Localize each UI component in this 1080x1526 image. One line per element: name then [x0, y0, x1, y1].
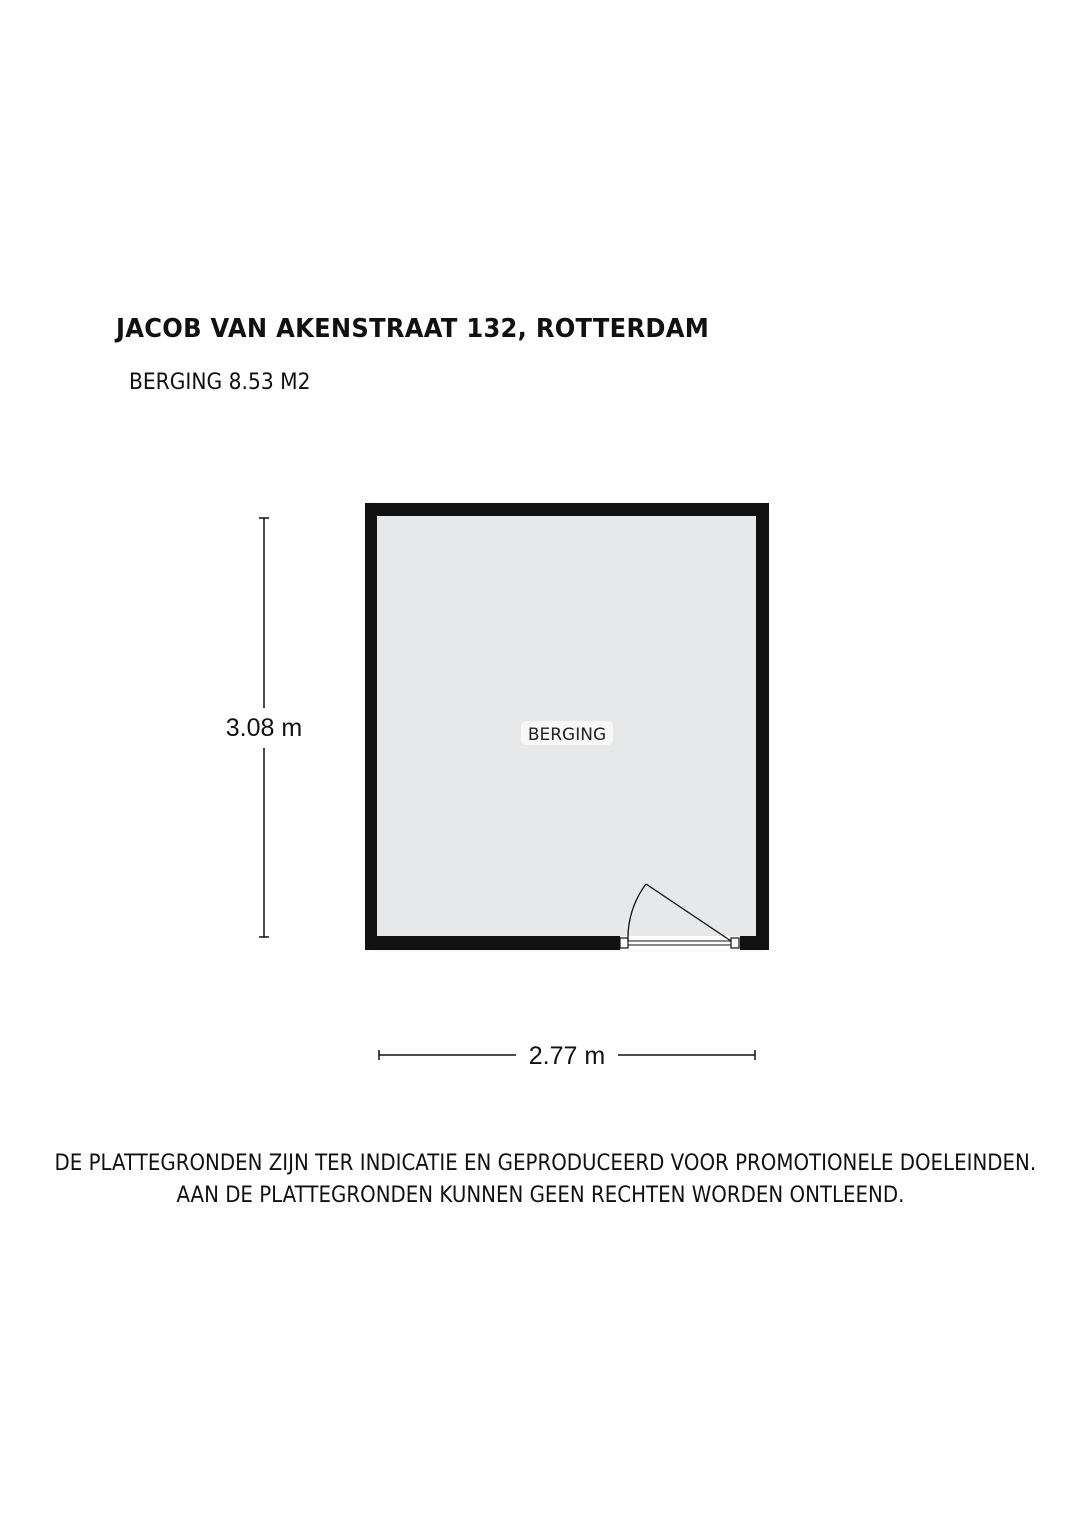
room-area-label: BERGING 8.53 M2: [129, 370, 311, 395]
room-label: BERGING: [527, 725, 607, 745]
disclaimer-line-2: AAN DE PLATTEGRONDEN KUNNEN GEEN RECHTEN WORDEN ONTLEEND.: [176, 1183, 904, 1208]
height-dimension-label: 3.08 m: [225, 714, 303, 742]
width-dimension-label: 2.77 m: [528, 1042, 606, 1070]
page-title: JACOB VAN AKENSTRAAT 132, ROTTERDAM: [116, 314, 710, 344]
disclaimer-line-1: DE PLATTEGRONDEN ZIJN TER INDICATIE EN GEPRODUCEERD VOOR PROMOTIONELE DOELEINDEN.: [54, 1151, 1037, 1176]
